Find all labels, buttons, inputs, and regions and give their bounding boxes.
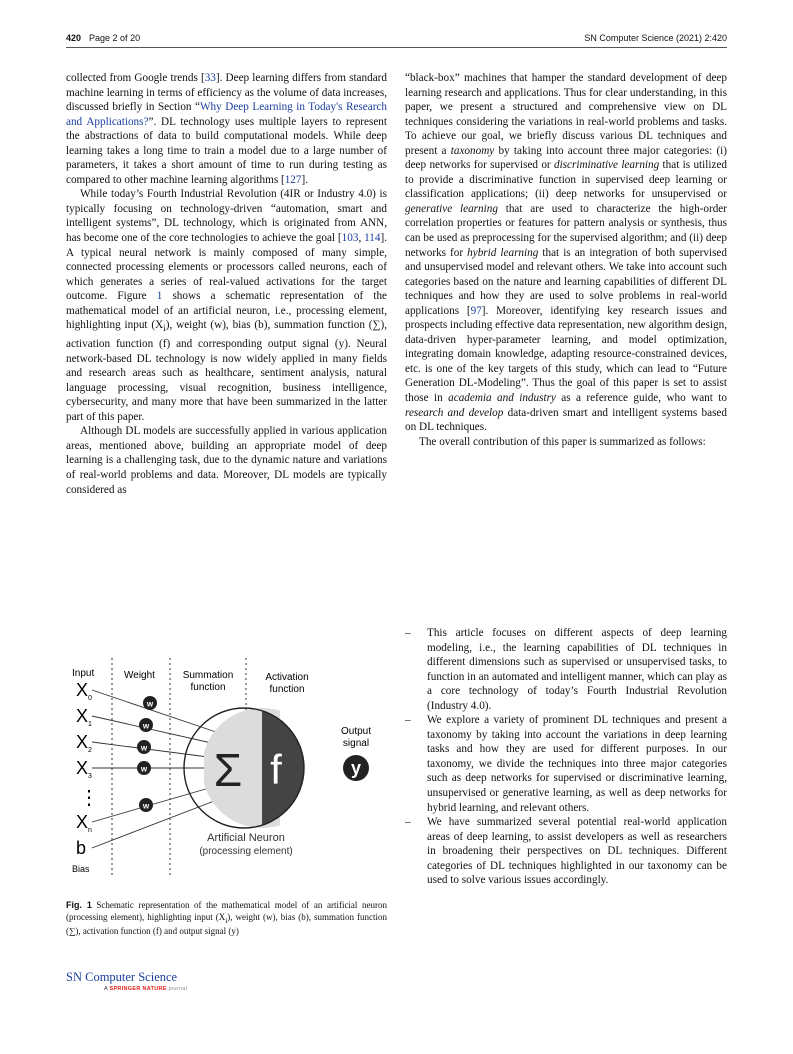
dash-bullet: – xyxy=(405,816,411,829)
list-item: – This article focuses on different aspects of deep learning modeling, i.e., the learning capabilities of DL techniques in different dimensions such as supervised or unsupervised tasks, to function in an automated and intelligent manner, which can play as a core technology of today’s Fourth Industrial Revolution (Industry 4.0). xyxy=(405,627,727,712)
bias-symbol: b xyxy=(76,838,87,858)
paragraph: Although DL models are successfully applied in various application areas, mentioned above, building an appropriate model of deep learning is a challenging task, due to the dynamic nature and variations of real-world problems and data. Moreover, DL models are typically considered as xyxy=(66,425,387,496)
page-number: 420 xyxy=(66,33,82,43)
list-item: – We have summarized several potential real-world application areas of deep learning, to assist developers as well as researchers in broadening their perspectives on DL techniques. Different categories of DL techniques highlighted in our taxonomy can be used to solve various issues accordingly. xyxy=(405,816,727,887)
input-xn: $X_n$ xyxy=(76,812,92,834)
ellipsis: ⋮ xyxy=(79,787,99,809)
bias-label: Bias xyxy=(72,864,90,874)
header-rule xyxy=(66,47,727,48)
journal-name: SN Computer Science xyxy=(66,970,178,984)
contribution-list xyxy=(405,626,727,888)
output-label: Output xyxy=(340,726,372,737)
neuron xyxy=(184,708,322,828)
neuron-sublabel: (processing element) xyxy=(199,846,293,857)
summation-label: function xyxy=(190,682,226,693)
figure-link[interactable]: 1 xyxy=(156,290,163,303)
citation-link[interactable]: 97 xyxy=(470,304,482,317)
section-link[interactable]: Why Deep Learning in Today's Research and Applications? xyxy=(66,101,387,128)
citation-link[interactable]: 103 xyxy=(341,232,359,245)
caption-label: Fig. 1 xyxy=(66,900,92,910)
left-column xyxy=(66,71,387,497)
svg-text:w: w xyxy=(142,721,150,731)
input-x1: $X_1$ xyxy=(76,706,92,728)
header-left xyxy=(66,33,140,43)
citation-link[interactable]: 127 xyxy=(284,173,302,186)
figure-caption: Fig. 1 Schematic representation of the mathematical model of an artificial neuron (processing element), highlighting input $(X_i)$, weight (w), bias (b), summation function (∑), activation function (f) and output signal (y) xyxy=(66,900,388,936)
activation-label: function xyxy=(269,684,305,695)
output-label: signal xyxy=(342,738,370,749)
sigma-symbol: Σ xyxy=(213,744,243,796)
svg-text:w: w xyxy=(140,764,148,774)
input-label: Input xyxy=(72,668,95,679)
citation-link[interactable]: 33 xyxy=(204,72,216,84)
paragraph: While today’s Fourth Industrial Revolution (4IR or Industry 4.0) is typically focusing on technology-driven “automation, smart and intelligent systems”, DL technology, which is originated from ANN, has become one of the core technologies to achieve the goal [103, 114]. A typical neural network is mainly composed of many simple, connected processing elements or processors called neurons, each of which generates a series of real-valued activations for the target outcome. Figure 1 shows a schematic representation of the mathematical model of an artificial neuron, i.e., processing element, highlighting input $(X_i)$, weight (w), bias (b), summation function (∑), activation function (f) and corresponding output signal (y). Neural network-based DL technology is now widely applied in many fields and research areas such as healthcare, sentiment analysis, natural language processing, visual recognition, business intelligence, cybersecurity, and many more that have been summarized in the latter part of this paper. xyxy=(66,188,388,423)
dash-bullet: – xyxy=(405,627,411,639)
activation-label: Activation xyxy=(265,672,309,683)
input-x2: $X_2$ xyxy=(76,732,92,754)
weight-label: Weight xyxy=(124,670,155,681)
neuron-figure xyxy=(66,648,387,878)
journal-footer xyxy=(66,970,187,992)
inputs xyxy=(76,680,99,858)
neuron-label: Artificial Neuron xyxy=(207,832,285,844)
svg-text:w: w xyxy=(142,801,150,811)
running-header xyxy=(66,33,727,53)
output-y: y xyxy=(350,758,362,778)
paragraph: “black-box” machines that hamper the standard development of deep learning research and applications. Thus for clear understanding, in this paper, we present a structured and comprehensive view on DL techniques considering the variations in real-world problems and tasks. To achieve our goal, we briefly discuss various DL techniques and present a taxonomy by taking into account three major categories: (i) deep networks for supervised or discriminative learning that is utilized to provide a discriminative function in supervised deep learning or classification applications; (ii) deep networks for unsupervised or generative learning that are used to characterize the high-order correlation properties or features for pattern analysis or synthesis, thus can be used as preprocessing for the supervised algorithm; and (ii) deep networks for hybrid learning that is an integration of both supervised and unsupervised model and relevant others. We take into account such categories based on the nature and learning capabilities of different DL techniques and how they are used to solve problems in real-world applications [97]. Moreover, identifying key research issues and prospects including effective data representation, new algorithm design, data-driven hyper-parameter learning, and model optimization, integrating domain knowledge, adapting resource-constrained devices, etc. is one of the key targets of this study, which can lead to “Future Generation DL-Modeling”. Thus the goal of this paper is set to assist those in academia and industry as a reference guide, who want to research and develop data-driven smart and intelligent systems based on DL techniques. xyxy=(405,72,728,434)
input-x0: $X_0$ xyxy=(76,680,92,702)
publisher-line: A SPRINGER NATURE journal xyxy=(104,986,188,992)
journal-reference: SN Computer Science (2021) 2:420 xyxy=(584,33,727,43)
svg-text:w: w xyxy=(140,743,148,753)
input-x3: $X_3$ xyxy=(76,758,92,780)
citation-link[interactable]: 114 xyxy=(364,232,381,245)
activation-f-symbol: f xyxy=(270,746,282,793)
list-item: – We explore a variety of prominent DL techniques and present a taxonomy by taking into account the variations in deep learning tasks and how they are used for different purposes. In our taxonomy, we divide the techniques into three major categories such as deep networks for supervised or discriminative learning, unsupervised or generative learning, as well as deep networks for hybrid learning, and relevant others. xyxy=(405,714,727,814)
svg-text:w: w xyxy=(146,699,154,709)
dash-bullet: – xyxy=(405,714,411,727)
page-of: Page 2 of 20 xyxy=(89,33,141,43)
right-column xyxy=(405,71,727,449)
paragraph: collected from Google trends [33]. Deep learning differs from standard machine learning in terms of efficiency as the volume of data increases, discussed briefly in Section “Why Deep Learning in Today's Research and Applications?”. DL technology uses multiple layers to represent the abstractions of data to build computational models. While deep learning takes a long time to train a model due to a large number of parameters, it takes a short amount of time to run during testing as compared to other machine learning algorithms [127]. xyxy=(66,72,387,186)
paragraph: The overall contribution of this paper is summarized as follows: xyxy=(419,435,706,448)
weights xyxy=(137,696,157,812)
summation-label: Summation xyxy=(182,670,234,681)
